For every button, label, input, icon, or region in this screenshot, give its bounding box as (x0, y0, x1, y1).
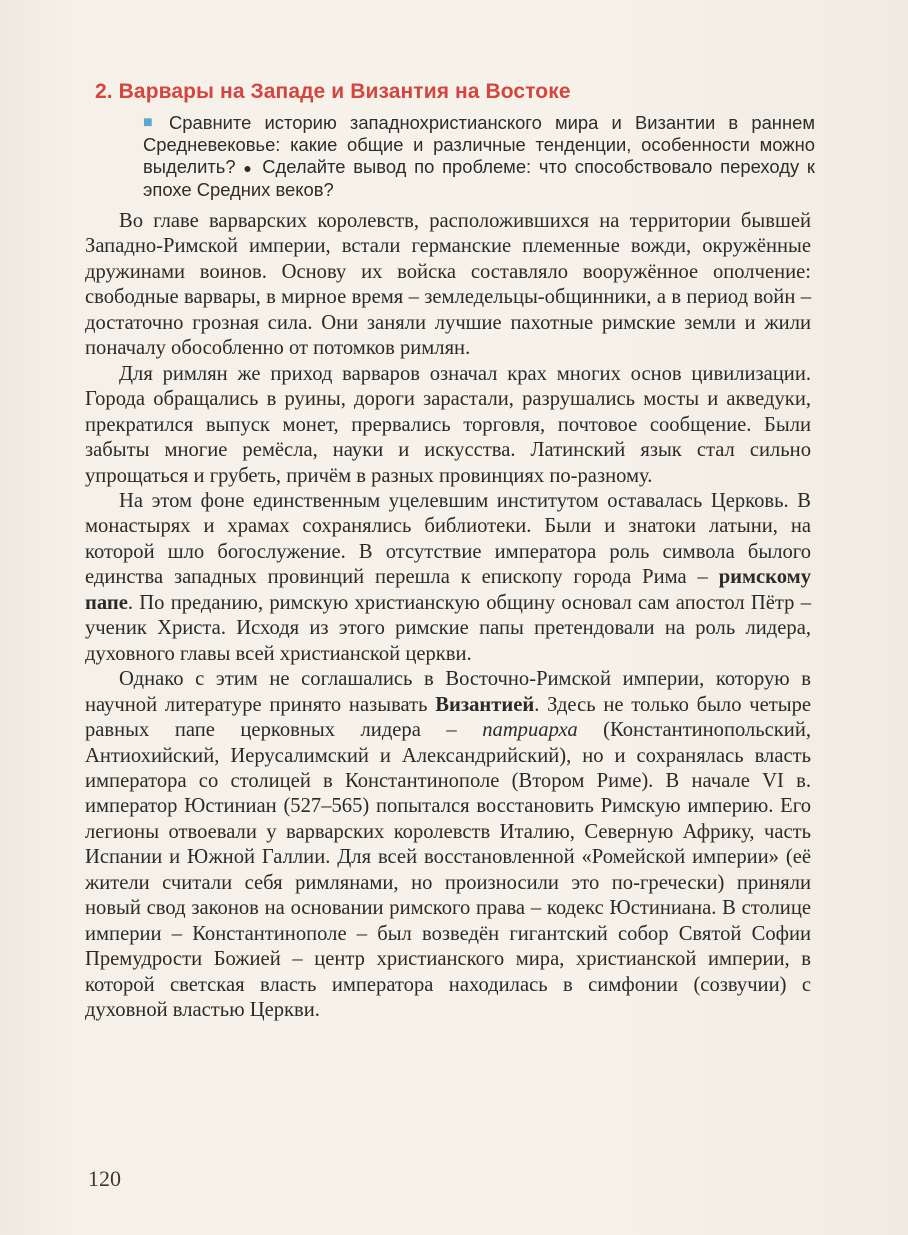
paragraph-3 (85, 489, 811, 667)
term-roman-pope: римскому папе (85, 566, 811, 614)
page-number: 120 (88, 1166, 121, 1191)
paragraph-3-text-cont: . По преданию, римскую христианскую общину основал сам апостол Пётр – ученик Христа. Исходя из этого римские папы претендовали на роль лидера, духовного главы всей христианской церкви. (85, 591, 811, 665)
paragraph-4-text: Однако с этим не соглашались в Восточно-Римской империи, которую в научной литературе принято называть (85, 668, 811, 716)
section-heading: 2. Варвары на Западе и Византия на Востоке (95, 80, 571, 103)
paragraph-3-text: На этом фоне единственным уцелевшим институтом оставалась Церковь. В монастырях и храмах сохранялись библиотеки. Были и знатоки латыни, на которой шло богослужение. В отсутствие императора роль символа былого единства западных провинций перешла к епископу города Рима – (85, 489, 811, 589)
term-byzantium: Византией (435, 693, 535, 716)
paragraph-2: Для римлян же приход варваров означал крах многих основ цивилизации. Города обращались в руины, дороги зарастали, разрушались мосты и акведуки, прекратился выпуск монет, прервались торговля, почтовое сообщение. Были забыты многие ремёсла, науки и искусства. Латинский язык стал сильно упрощаться и грубеть, причём в разных провинциях по-разному. (85, 362, 811, 487)
paragraph-4-text-cont: . Здесь не только было четыре равных папе церковных лидера – (85, 693, 812, 742)
task-bullet-icon: ● (243, 160, 255, 176)
paragraph-4-text-end: (Константинопольский, Антиохийский, Иерусалимский и Александрийский), но и сохранялась власть императора со столицей в Константинополе (Втором Риме). В начале VI в. император Юстиниан (527–565) попытался восстановить Римскую империю. Его легионы отвоевали у варварских королевств Италию, Северную Африку, часть Испании и Южной Галлии. Для всей восстановленной «Ромейской империи» (её жители считали себя римлянами, но произносили это по-гречески) приняли новый свод законов на основании римского права – кодекс Юстиниана. В столице империи – Константинополе – был возведён гигантский собор Святой Софии Премудрости Божией – центр христианского мира, христианской империи, в которой светская власть императора находилась в симфонии (созвучии) с духовной властью Церкви. (85, 719, 811, 1022)
task-conclusion: Сделайте вывод по проблеме: что способствовало переходу к эпохе Средних веков? (143, 156, 815, 200)
task-bullet-icon: ■ (143, 114, 153, 131)
paragraph-1: Во главе варварских королевств, расположившихся на территории бывшей Западно-Римской империи, встали германские племенные вожди, окружённые дружинами воинов. Основу их войска составляло вооружённое ополчение: свободные варвары, в мирное время – земледельцы-общинники, а в период войн – достаточно грозная сила. Они заняли лучшие пахотные римские земли и жили поначалу обособленно от потомков римлян. (85, 210, 811, 360)
task-block (143, 112, 815, 201)
term-patriarch: патриарха (482, 719, 578, 742)
task-question: Сравните историю западнохристианского мира и Византии в раннем Средневековье: какие общие и различные тенденции, особенности можно выделить? (143, 112, 815, 177)
main-text (85, 209, 811, 1024)
paragraph-4 (85, 667, 811, 1023)
